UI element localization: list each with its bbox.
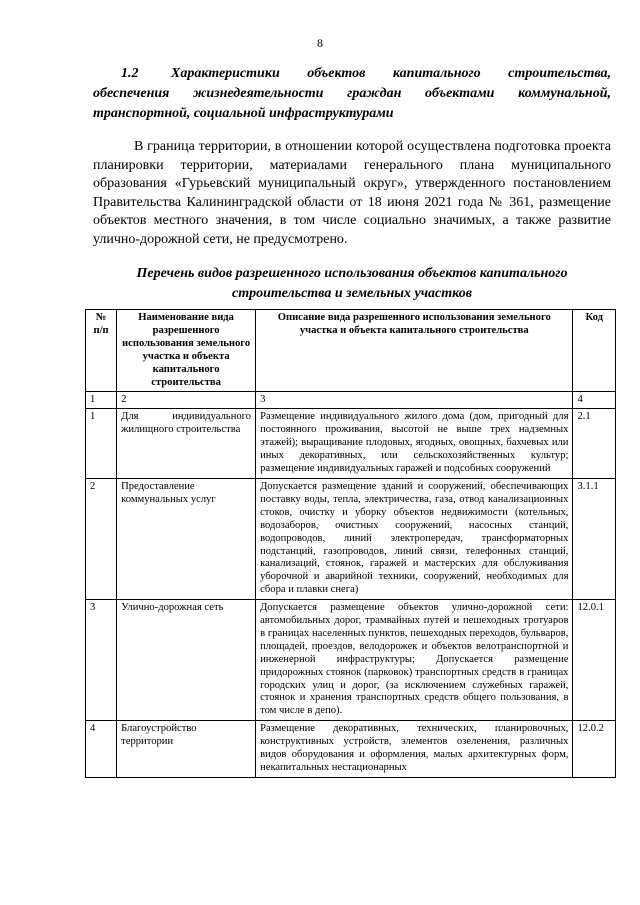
row-code: 12.0.2 <box>573 721 616 778</box>
page-number: 8 <box>317 36 323 50</box>
body-paragraph <box>93 138 611 250</box>
land-use-table <box>85 309 616 778</box>
row-num: 4 <box>86 721 117 778</box>
row-name: Предоставление коммунальных услуг <box>117 478 256 599</box>
row-name: Благоустройство территории <box>117 721 256 778</box>
index-cell: 1 <box>86 392 117 409</box>
row-name: Для индивидуального жилищного строительства <box>117 409 256 479</box>
body-paragraph-text: В граница территории, в отношении которой осуществлена подготовка проекта планировки территории, материалами генерального плана муниципального образования «Гурьевский муниципальный округ», утвержденного постановлением Правительства Калининградской области от 18 июня 2021 года № 361, размещение объектов местного значения, в том числе социально значимых, а также развитие улично-дорожной сети, не предусмотрено. <box>93 139 611 247</box>
row-description: Допускается размещение зданий и сооружений, обеспечивающих поставку воды, тепла, электричества, газа, отвод канализационных стоков, очистку и уборку объектов недвижимости (котельных, водозаборов, очистных сооружений, насосных станций, водопроводов, линий электропередач, трансформаторных подстанций, газопроводов, линий связи, телефонных станций, канализаций, стоянок, гаражей и мастерских для обслуживания уборочной и аварийной техники, сооружений, необходимых для сбора и плавки снега) <box>256 478 573 599</box>
section-number: 1.2 <box>121 66 139 81</box>
row-description: Допускается размещение объектов улично-дорожной сети: автомобильных дорог, трамвайных путей и пешеходных тротуаров в границах населенных пунктов, пешеходных переходов, бульваров, площадей, проездов, велодорожек и объектов велотранспортной и инженерной инфраструктуры; Допускается размещение придорожных стоянок (парковок) транспортных средств в границах городских улиц и дорог, (за исключением служебных гаражей, стоянок и хранения транспортных средств общего пользования, в том числе в депо). <box>256 600 573 721</box>
index-cell: 4 <box>573 392 616 409</box>
table-index-row <box>86 392 616 409</box>
section-heading-text: Характеристики объектов капитального строительства, обеспечения жизнедеятельности граждан объектами коммунальной, транспортной, социальной инфраструктурами <box>93 66 611 121</box>
row-num: 2 <box>86 478 117 599</box>
header-name: Наименование вида разрешенного использования земельного участка и объекта капитального строительства <box>117 310 256 392</box>
row-code: 12.0.1 <box>573 600 616 721</box>
row-name: Улично-дорожная сеть <box>117 600 256 721</box>
header-description: Описание вида разрешенного использования земельного участка и объекта капитального строительства <box>256 310 573 392</box>
index-cell: 2 <box>117 392 256 409</box>
table-row <box>86 721 616 778</box>
table-header-row <box>86 310 616 392</box>
row-description: Размещение декоративных, технических, планировочных, конструктивных устройств, элементов озеленения, различных видов оборудования и оформления, малых архитектурных форм, некапитальных нестационарных <box>256 721 573 778</box>
table-row <box>86 409 616 479</box>
table-row <box>86 600 616 721</box>
header-num: № п/п <box>86 310 117 392</box>
row-code: 2.1 <box>573 409 616 479</box>
row-code: 3.1.1 <box>573 478 616 599</box>
row-description: Размещение индивидуального жилого дома (дом, пригодный для постоянного проживания, высотой не выше трех надземных этажей); выращивание плодовых, ягодных, овощных, бахчевых или иных декоративных, или сельскохозяйственных культур; размещение индивидуальных гаражей и подсобных сооружений <box>256 409 573 479</box>
row-num: 1 <box>86 409 117 479</box>
header-code: Код <box>573 310 616 392</box>
section-heading <box>93 64 611 124</box>
table-row <box>86 478 616 599</box>
row-num: 3 <box>86 600 117 721</box>
table-title: Перечень видов разрешенного использования объектов капитального строительства и земельных участков <box>136 266 568 301</box>
index-cell: 3 <box>256 392 573 409</box>
